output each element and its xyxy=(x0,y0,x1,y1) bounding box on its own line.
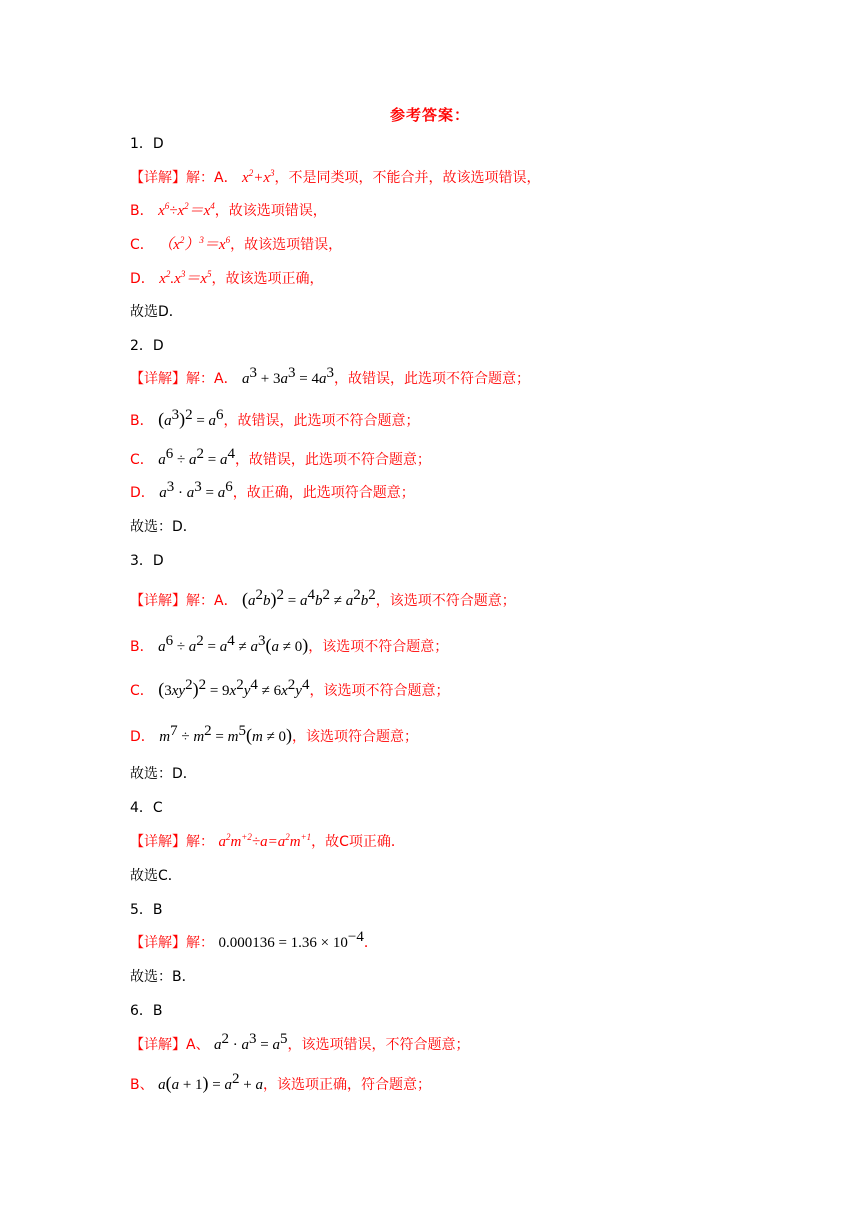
q2-conclusion: 故选：D． xyxy=(130,519,197,535)
q2-d-formula: $a^3 \cdot a^3 = a^6$ xyxy=(159,479,233,501)
q4-heading: 4．C xyxy=(130,800,163,816)
q1-a-formula: $x^2+x^3$ xyxy=(242,168,275,186)
q4-detail xyxy=(130,831,405,853)
q3-heading: 3．D xyxy=(130,553,164,569)
q1-d-formula: $x^2.x^3=x^5$ xyxy=(159,269,212,287)
q1-a-text: ，不是同类项，不能合并，故该选项错误， xyxy=(274,170,541,186)
q1-option-a xyxy=(130,167,540,189)
q1-conclusion: 故选D． xyxy=(130,304,183,320)
q3-option-d xyxy=(130,724,418,748)
q1-option-c xyxy=(130,234,342,256)
q6-option-b xyxy=(130,1072,431,1096)
q3-b-formula: $a^6 \div a^2 = a^4 \ne a^3(a \ne 0)$ xyxy=(158,633,309,655)
q3-d-formula: $m^7 \div m^2 = m^5(m \ne 0)$ xyxy=(159,723,293,745)
q6-b-label: B、 xyxy=(130,1077,154,1093)
q6-heading: 6．B xyxy=(130,1003,163,1019)
q6-b-text: ，该选项正确，符合题意； xyxy=(262,1077,431,1093)
q3-a-text: ，该选项不符合题意； xyxy=(375,593,516,609)
q6-a-formula: $a^2 \cdot a^3 = a^5$ xyxy=(214,1031,288,1053)
q6-intro: 【详解】A、 xyxy=(130,1037,210,1053)
q1-option-b xyxy=(130,200,327,222)
q5-heading: 5．B xyxy=(130,902,163,918)
q1-d-text: ，故该选项正确， xyxy=(211,271,324,287)
q2-c-label: C． xyxy=(130,452,154,468)
q3-intro: 【详解】解：A． xyxy=(130,593,238,609)
q3-b-label: B． xyxy=(130,639,154,655)
q3-d-text: ，该选项符合题意； xyxy=(292,729,419,745)
q5-detail xyxy=(130,929,378,954)
q4-intro: 【详解】解： xyxy=(130,834,214,850)
q2-c-formula: $a^6 \div a^2 = a^4$ xyxy=(158,446,235,468)
q3-b-text: ，该选项不符合题意； xyxy=(308,639,449,655)
q1-c-label: C． xyxy=(130,237,154,253)
q2-d-text: ，故正确，此选项符合题意； xyxy=(232,485,415,501)
q6-option-a xyxy=(130,1031,470,1056)
q2-intro: 【详解】解：A． xyxy=(130,371,238,387)
q3-d-label: D． xyxy=(130,729,155,745)
q2-option-d xyxy=(130,479,415,504)
q1-c-text: ，故该选项错误， xyxy=(230,237,343,253)
q2-option-c xyxy=(130,446,431,471)
q4-formula: $a^2m^{+2}\div a=a^2m^{+1}$ xyxy=(218,832,312,850)
q6-b-formula: $a(a + 1) = a^2 + a$ xyxy=(158,1071,263,1093)
q1-option-d xyxy=(130,268,324,290)
q5-formula: $0.000136 = 1.36 \times 10^{-4}$ xyxy=(218,929,364,951)
q3-c-formula: $(3xy^2)^2 = 9x^2y^4 \ne 6x^2y^4$ xyxy=(158,677,310,699)
q2-d-label: D． xyxy=(130,485,155,501)
q2-option-b xyxy=(130,408,420,432)
q3-c-text: ，该选项不符合题意； xyxy=(309,683,450,699)
q2-b-label: B． xyxy=(130,413,154,429)
q5-intro: 【详解】解： xyxy=(130,935,214,951)
q3-option-b xyxy=(130,634,448,658)
q1-intro: 【详解】解：A． xyxy=(130,170,238,186)
q5-conclusion: 故选：B． xyxy=(130,969,196,985)
q5-text: ． xyxy=(363,935,378,951)
q2-b-text: ，故错误，此选项不符合题意； xyxy=(223,413,420,429)
q2-b-formula: $(a^3)^2 = a^6$ xyxy=(158,407,224,429)
page-title: 参考答案： xyxy=(389,106,470,124)
q1-b-text: ，故该选项错误， xyxy=(214,203,327,219)
q6-a-text: ，该选项错误，不符合题意； xyxy=(287,1037,470,1053)
q3-option-a xyxy=(130,588,516,612)
q2-option-a xyxy=(130,365,530,390)
q3-c-label: C． xyxy=(130,683,154,699)
q1-c-formula: $(x^2)^3=x^6$ xyxy=(158,235,231,253)
q2-heading: 2．D xyxy=(130,338,164,354)
q1-b-formula: $x^6\div x^2=x^4$ xyxy=(158,201,215,219)
q2-a-formula: $a^3 + 3a^3 = 4a^3$ xyxy=(242,365,334,387)
q1-heading: 1．D xyxy=(130,136,164,152)
q4-text: ，故C项正确． xyxy=(311,834,405,850)
q1-d-label: D． xyxy=(130,271,155,287)
q3-a-formula: $(a^2b)^2 = a^4b^2 \ne a^2b^2$ xyxy=(242,587,376,609)
q2-a-text: ，故错误，此选项不符合题意； xyxy=(333,371,530,387)
q3-conclusion: 故选：D． xyxy=(130,766,197,782)
q2-c-text: ，故错误，此选项不符合题意； xyxy=(234,452,431,468)
q4-conclusion: 故选C． xyxy=(130,868,182,884)
q1-b-label: B． xyxy=(130,203,154,219)
q3-option-c xyxy=(130,678,449,702)
